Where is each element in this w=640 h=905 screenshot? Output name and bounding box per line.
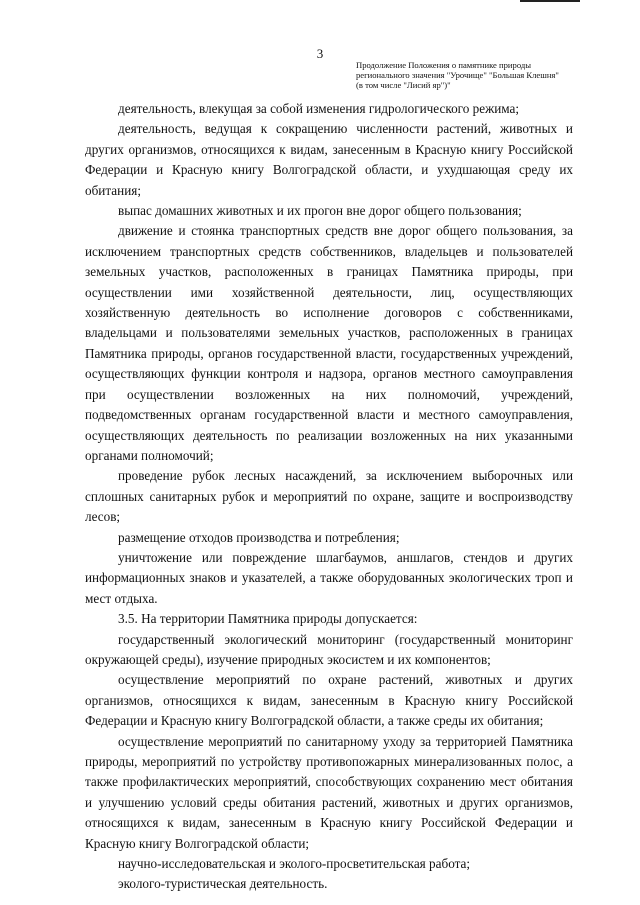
paragraph: деятельность, влекущая за собой изменения гидрологического режима; bbox=[118, 101, 520, 116]
paragraph: выпас домашних животных и их прогон вне дорог общего пользования; bbox=[118, 203, 522, 219]
paragraph: деятельность, ведущая к сокращению численности растений, животных и других организмов, относящихся к видам, занесенным в Красную книгу Российской Федерации и Красную книгу Волгоградской области, и ухудшающая среду их обитания; bbox=[85, 121, 573, 198]
top-edge-line bbox=[520, 0, 580, 2]
paragraph: государственный экологический мониторинг (государственный мониторинг окружающей среды), изучение природных экосистем и их компонентов; bbox=[85, 631, 573, 667]
paragraph: эколого-туристическая деятельность. bbox=[118, 876, 328, 892]
paragraph: размещение отходов производства и потребления; bbox=[118, 529, 400, 545]
page-number: 3 bbox=[316, 46, 324, 61]
paragraph: осуществление мероприятий по охране растений, животных и других организмов, относящихся к видам, занесенным в Красную книгу Российской Федерации и Красную книгу Волгоградской области, а также среды их обитания; bbox=[85, 672, 573, 729]
section-heading: 3.5. На территории Памятника природы допускается: bbox=[118, 611, 418, 627]
header-note-line: Продолжение Положения о памятнике природы bbox=[356, 60, 532, 70]
header-note-line: (в том числе "Лисий яр")" bbox=[356, 80, 451, 90]
paragraph: уничтожение или повреждение шлагбаумов, аншлагов, стендов и других информационных знаков и указателей, а также оборудованных экологических троп и мест отдыха. bbox=[85, 549, 573, 606]
paragraph: научно-исследовательская и эколого-просветительская работа; bbox=[118, 856, 471, 872]
paragraph: проведение рубок лесных насаждений, за исключением выборочных или сплошных санитарных рубок и мероприятий по охране, защите и воспроизводству лесов; bbox=[85, 468, 573, 525]
header-note-line: регионального значения "Урочище" "Большая Клешня" bbox=[356, 70, 559, 80]
paragraph: осуществление мероприятий по санитарному уходу за территорией Памятника природы, мероприятий по устройству противопожарных минерализованных полос, а также профилактических мероприятий, способствующих сохранению мест обитания и улучшению условий среды обитания растений, животных и других организмов, относящихся к видам, занесенным в Красную книгу Российской Федерации и Красную книгу Волгоградской области; bbox=[85, 733, 573, 851]
header-note bbox=[356, 60, 581, 90]
paragraph: движение и стоянка транспортных средств вне дорог общего пользования, за исключением транспортных средств собственников, владельцев и пользователей земельных участков, расположенных в границах Памятника природы, при осуществлении ими хозяйственной деятельности, лиц, осуществляющих хозяйственную деятельность во исполнение договоров с собственниками, владельцами и пользователями земельных участков, расположенных в границах Памятника природы, органов государственной власти, государственных учреждений, осуществляющих функции контроля и надзора, органов местного самоуправления при осуществлении возложенных на них полномочий, учреждений, подведомственных органам государственной власти и местного самоуправления, осуществляющих деятельность по реализации возложенных на них указанными органами полномочий; bbox=[85, 223, 573, 463]
body-text bbox=[85, 99, 573, 895]
